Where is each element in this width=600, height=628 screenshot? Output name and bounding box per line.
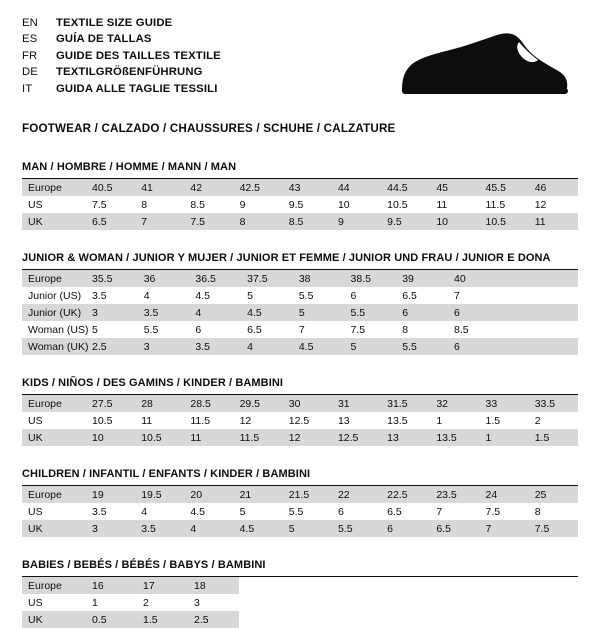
cell: 28.5 — [184, 395, 233, 412]
cell: 4.5 — [189, 287, 241, 304]
cell: 9.5 — [283, 196, 332, 213]
cell: 2.5 — [86, 338, 138, 355]
language-title: TEXTILGRÖßENFÜHRUNG — [56, 66, 203, 79]
cell: 11.5 — [184, 412, 233, 429]
section-title: MAN / HOMBRE / HOMME / MANN / MAN — [22, 161, 578, 179]
cell: 5.5 — [345, 304, 397, 321]
cell: 0.5 — [86, 611, 137, 628]
cell: 6 — [345, 287, 397, 304]
row-label: US — [22, 196, 86, 213]
cell: 38 — [293, 270, 345, 287]
cell: 4 — [241, 338, 293, 355]
section-kids — [22, 377, 578, 446]
section-children — [22, 468, 578, 537]
language-row — [22, 49, 221, 64]
language-title-list — [22, 16, 221, 97]
cell: 7.5 — [86, 196, 135, 213]
cell: 3 — [138, 338, 190, 355]
cell: 6.5 — [430, 520, 479, 537]
cell: 44 — [332, 179, 381, 196]
cell: 33 — [480, 395, 529, 412]
row-label: Junior (UK) — [22, 304, 86, 321]
table-row — [22, 486, 578, 503]
section-junior-woman — [22, 252, 578, 355]
size-table-junior-woman — [22, 270, 578, 355]
cell: 11 — [135, 412, 184, 429]
size-table-man — [22, 179, 578, 230]
cell: 5 — [293, 304, 345, 321]
cell: 6 — [396, 304, 448, 321]
language-code: ES — [22, 33, 38, 46]
table-row — [22, 196, 578, 213]
cell: 3.5 — [189, 338, 241, 355]
cell: 6 — [448, 338, 578, 355]
cell: 6.5 — [396, 287, 448, 304]
language-row — [22, 32, 221, 47]
cell: 8.5 — [184, 196, 233, 213]
cell: 30 — [283, 395, 332, 412]
cell: 35.5 — [86, 270, 138, 287]
table-row — [22, 304, 578, 321]
cell: 5.5 — [396, 338, 448, 355]
cell: 12.5 — [283, 412, 332, 429]
cell: 46 — [529, 179, 578, 196]
size-table-children — [22, 486, 578, 537]
cell: 10 — [332, 196, 381, 213]
cell-empty — [239, 577, 578, 594]
table-row — [22, 577, 578, 594]
cell: 5.5 — [293, 287, 345, 304]
language-code: FR — [22, 49, 38, 62]
language-row — [22, 16, 221, 31]
cell: 36 — [138, 270, 190, 287]
cell: 3.5 — [138, 304, 190, 321]
cell: 23.5 — [430, 486, 479, 503]
cell: 6.5 — [381, 503, 430, 520]
cell: 31.5 — [381, 395, 430, 412]
cell: 29.5 — [234, 395, 283, 412]
cell: 4 — [138, 287, 190, 304]
cell: 7.5 — [184, 213, 233, 230]
language-row — [22, 65, 221, 80]
cell: 8 — [234, 213, 283, 230]
table-row — [22, 213, 578, 230]
language-title: GUÍA DE TALLAS — [56, 33, 152, 46]
cell: 42 — [184, 179, 233, 196]
cell: 1.5 — [529, 429, 578, 446]
cell: 45 — [430, 179, 479, 196]
row-label: UK — [22, 213, 86, 230]
cell: 13 — [332, 412, 381, 429]
cell: 11.5 — [234, 429, 283, 446]
cell: 13 — [381, 429, 430, 446]
row-label: Europe — [22, 270, 86, 287]
cell: 8 — [529, 503, 578, 520]
cell: 7.5 — [345, 321, 397, 338]
cell: 9 — [332, 213, 381, 230]
cell: 10 — [430, 213, 479, 230]
row-label: Junior (US) — [22, 287, 86, 304]
language-row — [22, 82, 221, 97]
cell: 4.5 — [293, 338, 345, 355]
cell: 37.5 — [241, 270, 293, 287]
row-label: US — [22, 503, 86, 520]
cell: 7 — [448, 287, 578, 304]
cell: 9.5 — [381, 213, 430, 230]
cell: 20 — [184, 486, 233, 503]
cell: 18 — [188, 577, 239, 594]
cell: 22 — [332, 486, 381, 503]
row-label: Woman (UK) — [22, 338, 86, 355]
cell: 3 — [188, 594, 239, 611]
cell: 11 — [430, 196, 479, 213]
cell: 7 — [135, 213, 184, 230]
cell: 6.5 — [241, 321, 293, 338]
table-row — [22, 412, 578, 429]
cell: 6 — [448, 304, 578, 321]
cell: 2 — [137, 594, 188, 611]
cell: 5 — [283, 520, 332, 537]
table-row — [22, 338, 578, 355]
cell: 10 — [86, 429, 135, 446]
cell: 5 — [241, 287, 293, 304]
table-row — [22, 270, 578, 287]
cell: 7 — [480, 520, 529, 537]
table-row — [22, 611, 578, 628]
table-row — [22, 429, 578, 446]
row-label: Woman (US) — [22, 321, 86, 338]
cell: 1 — [86, 594, 137, 611]
cell: 12 — [283, 429, 332, 446]
cell: 13.5 — [430, 429, 479, 446]
row-label: UK — [22, 611, 86, 628]
cell: 7.5 — [529, 520, 578, 537]
cell: 6 — [332, 503, 381, 520]
cell: 6.5 — [86, 213, 135, 230]
cell: 5 — [345, 338, 397, 355]
cell: 28 — [135, 395, 184, 412]
cell: 43 — [283, 179, 332, 196]
cell: 1 — [480, 429, 529, 446]
header — [22, 16, 578, 105]
cell: 8 — [396, 321, 448, 338]
cell: 11.5 — [480, 196, 529, 213]
cell: 4 — [135, 503, 184, 520]
cell: 24 — [480, 486, 529, 503]
table-row — [22, 179, 578, 196]
cell: 13.5 — [381, 412, 430, 429]
cell: 22.5 — [381, 486, 430, 503]
cell: 3.5 — [135, 520, 184, 537]
cell: 10.5 — [135, 429, 184, 446]
cell: 19 — [86, 486, 135, 503]
cell: 11 — [184, 429, 233, 446]
size-table-kids — [22, 395, 578, 446]
cell: 12.5 — [332, 429, 381, 446]
cell: 17 — [137, 577, 188, 594]
cell: 33.5 — [529, 395, 578, 412]
cell: 4.5 — [184, 503, 233, 520]
cell-empty — [239, 594, 578, 611]
cell: 12 — [529, 196, 578, 213]
cell-empty — [239, 611, 578, 628]
cell: 5.5 — [283, 503, 332, 520]
row-label: US — [22, 594, 86, 611]
cell: 41 — [135, 179, 184, 196]
cell: 12 — [234, 412, 283, 429]
cell: 45.5 — [480, 179, 529, 196]
row-label: Europe — [22, 486, 86, 503]
section-title: KIDS / NIÑOS / DES GAMINS / KINDER / BAMBINI — [22, 377, 578, 395]
cell: 5 — [86, 321, 138, 338]
language-code: EN — [22, 17, 38, 29]
section-babies — [22, 559, 578, 628]
table-row — [22, 594, 578, 611]
cell: 8.5 — [283, 213, 332, 230]
cell: 7 — [430, 503, 479, 520]
cell: 11 — [529, 213, 578, 230]
cell: 6 — [189, 321, 241, 338]
cell: 6 — [381, 520, 430, 537]
cell: 19.5 — [135, 486, 184, 503]
cell: 3.5 — [86, 503, 135, 520]
row-label: UK — [22, 520, 86, 537]
section-title: CHILDREN / INFANTIL / ENFANTS / KINDER / BAMBINI — [22, 468, 578, 486]
cell: 8 — [135, 196, 184, 213]
section-title: JUNIOR & WOMAN / JUNIOR Y MUJER / JUNIOR ET FEMME / JUNIOR UND FRAU / JUNIOR E DONA — [22, 252, 578, 270]
cell: 10.5 — [86, 412, 135, 429]
cell: 42.5 — [234, 179, 283, 196]
language-title: GUIDE DES TAILLES TEXTILE — [56, 49, 221, 62]
cell: 3 — [86, 304, 138, 321]
cell: 1 — [430, 412, 479, 429]
row-label: US — [22, 412, 86, 429]
language-code: DE — [22, 66, 38, 79]
cell: 1.5 — [480, 412, 529, 429]
cell: 44.5 — [381, 179, 430, 196]
cell: 10.5 — [381, 196, 430, 213]
table-row — [22, 287, 578, 304]
row-label: Europe — [22, 577, 86, 594]
cell: 40 — [448, 270, 578, 287]
cell: 8.5 — [448, 321, 578, 338]
cell: 7 — [293, 321, 345, 338]
language-title: TEXTILE SIZE GUIDE — [56, 17, 173, 29]
cell: 21.5 — [283, 486, 332, 503]
table-row — [22, 321, 578, 338]
cell: 2 — [529, 412, 578, 429]
cell: 16 — [86, 577, 137, 594]
cell: 38.5 — [345, 270, 397, 287]
footwear-heading: FOOTWEAR / CALZADO / CHAUSSURES / SCHUHE / CALZATURE — [22, 122, 396, 135]
cell: 5.5 — [138, 321, 190, 338]
cell: 9 — [234, 196, 283, 213]
cell: 5 — [234, 503, 283, 520]
cell: 31 — [332, 395, 381, 412]
cell: 3.5 — [86, 287, 138, 304]
cell: 25 — [529, 486, 578, 503]
table-row — [22, 503, 578, 520]
cell: 7.5 — [480, 503, 529, 520]
cell: 39 — [396, 270, 448, 287]
size-table-babies — [22, 577, 578, 628]
language-title: GUIDA ALLE TAGLIE TESSILI — [56, 82, 218, 95]
cell: 5.5 — [332, 520, 381, 537]
table-row — [22, 395, 578, 412]
cell: 2.5 — [188, 611, 239, 628]
dress-shoe-icon — [390, 28, 570, 105]
row-label: Europe — [22, 179, 86, 196]
row-label: UK — [22, 429, 86, 446]
cell: 4 — [184, 520, 233, 537]
section-title: BABIES / BEBÉS / BÉBÉS / BABYS / BAMBINI — [22, 559, 578, 577]
cell: 4.5 — [241, 304, 293, 321]
cell: 21 — [234, 486, 283, 503]
cell: 10.5 — [480, 213, 529, 230]
row-label: Europe — [22, 395, 86, 412]
cell: 36.5 — [189, 270, 241, 287]
table-row — [22, 520, 578, 537]
cell: 27.5 — [86, 395, 135, 412]
cell: 40.5 — [86, 179, 135, 196]
section-man — [22, 161, 578, 230]
cell: 4.5 — [234, 520, 283, 537]
cell: 4 — [189, 304, 241, 321]
language-code: IT — [22, 82, 33, 95]
cell: 3 — [86, 520, 135, 537]
cell: 1.5 — [137, 611, 188, 628]
cell: 32 — [430, 395, 479, 412]
